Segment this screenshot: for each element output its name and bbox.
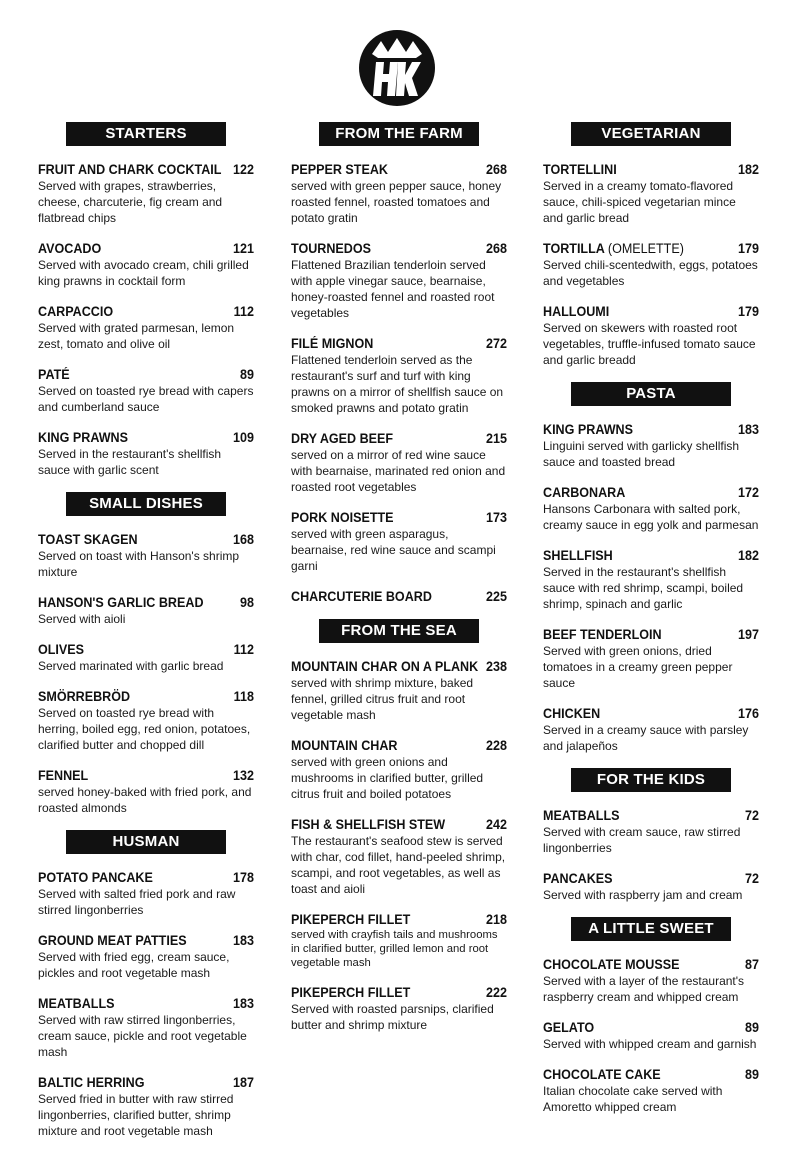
menu-item-name-wrap bbox=[543, 547, 613, 564]
menu-item-description: Served in the restaurant's shellfish sauce with garlic scent bbox=[38, 447, 222, 477]
section-title: FOR THE KIDS bbox=[571, 768, 731, 792]
menu-item-header bbox=[38, 995, 254, 1012]
menu-item-header bbox=[38, 531, 254, 548]
menu-item-description: Served with grapes, strawberries, cheese, charcuterie, fig cream and flatbread chips bbox=[38, 179, 223, 225]
menu-item-description: Served fried in butter with raw stirred lingonberries, clarified butter, shrimp mixture and root vegetable mash bbox=[38, 1092, 234, 1138]
menu-item-price: 172 bbox=[737, 485, 759, 500]
menu-item bbox=[38, 161, 254, 226]
menu-item bbox=[543, 705, 759, 754]
menu-item-description: Flattened Brazilian tenderloin served with apple vinegar sauce, bearnaise, honey-roasted fennel and roasted root vegetables bbox=[291, 258, 495, 320]
menu-item bbox=[291, 430, 507, 495]
menu-column-middle bbox=[291, 122, 507, 1047]
menu-item-name: CHOCOLATE CAKE bbox=[543, 1067, 661, 1082]
menu-item-header bbox=[543, 626, 759, 643]
menu-item bbox=[543, 1066, 759, 1115]
menu-item-header bbox=[543, 1019, 759, 1036]
menu-item-description: Served with avocado cream, chili grilled king prawns in cocktail form bbox=[38, 258, 249, 288]
menu-item-price: 183 bbox=[232, 996, 254, 1011]
menu-item-description: Served on toast with Hanson's shrimp mixture bbox=[38, 549, 240, 579]
menu-item-price: 182 bbox=[737, 548, 759, 563]
menu-item-name-wrap bbox=[291, 658, 478, 675]
menu-item-price: 228 bbox=[485, 738, 507, 753]
menu-section bbox=[38, 492, 254, 816]
menu-item-price: 176 bbox=[737, 706, 759, 721]
menu-item bbox=[543, 421, 759, 470]
menu-item-header bbox=[38, 688, 254, 705]
menu-item-description: Served with cream sauce, raw stirred lingonberries bbox=[543, 825, 741, 855]
menu-item-header bbox=[291, 588, 507, 605]
menu-item-header bbox=[543, 956, 759, 973]
menu-item-name: PIKEPERCH FILLET bbox=[291, 912, 411, 927]
menu-item bbox=[38, 641, 254, 674]
menu-item-name-wrap bbox=[543, 303, 609, 320]
section-title: FROM THE FARM bbox=[319, 122, 479, 146]
menu-item-name-wrap bbox=[543, 870, 613, 887]
menu-item-name-wrap bbox=[291, 509, 394, 526]
menu-item-header bbox=[38, 303, 254, 320]
menu-item-name-wrap bbox=[38, 594, 204, 611]
menu-item-name-wrap bbox=[291, 737, 397, 754]
menu-item-name-wrap bbox=[291, 335, 373, 352]
menu-item bbox=[291, 737, 507, 802]
menu-item-description: Italian chocolate cake served with Amoretto whipped cream bbox=[543, 1084, 723, 1114]
section-title: HUSMAN bbox=[66, 830, 226, 854]
menu-item-name: AVOCADO bbox=[38, 241, 102, 256]
menu-item-name-wrap bbox=[38, 995, 114, 1012]
menu-item-name: FISH & SHELLFISH STEW bbox=[291, 817, 446, 832]
menu-item-name: CHARCUTERIE BOARD bbox=[291, 589, 432, 604]
menu-item-name: PEPPER STEAK bbox=[291, 162, 388, 177]
menu-item-header bbox=[543, 547, 759, 564]
menu-item-header bbox=[38, 641, 254, 658]
menu-item-description: served on a mirror of red wine sauce with bearnaise, marinated red onion and roasted root vegetables bbox=[291, 448, 506, 494]
menu-item-name: FRUIT AND CHARK COCKTAIL bbox=[38, 162, 222, 177]
menu-item-name-wrap bbox=[38, 531, 138, 548]
menu-item-name: PANCAKES bbox=[543, 871, 613, 886]
menu-item-name-wrap bbox=[543, 161, 617, 178]
menu-item-description: The restaurant's seafood stew is served with char, cod fillet, hand-peeled shrimp, scampi, and root vegetables, as well as toast and aioli bbox=[291, 834, 506, 896]
menu-item-name: DRY AGED BEEF bbox=[291, 431, 394, 446]
menu-column-left bbox=[38, 122, 254, 1153]
menu-item-price: 179 bbox=[737, 304, 759, 319]
menu-item-name: HALLOUMI bbox=[543, 304, 610, 319]
menu-item bbox=[38, 366, 254, 415]
menu-item bbox=[543, 240, 759, 289]
menu-item-price: 225 bbox=[485, 589, 507, 604]
menu-item-price: 179 bbox=[737, 241, 759, 256]
menu-item-description: Served with whipped cream and garnish bbox=[543, 1037, 757, 1051]
menu-item-header bbox=[291, 161, 507, 178]
menu-item-name: TORTELLINI bbox=[543, 162, 617, 177]
menu-item-description: Served in a creamy sauce with parsley and jalapeños bbox=[543, 723, 749, 753]
menu-item-description: Served with salted fried pork and raw stirred lingonberries bbox=[38, 887, 236, 917]
menu-item-name-wrap bbox=[38, 641, 84, 658]
menu-item bbox=[291, 588, 507, 605]
menu-item-name: GROUND MEAT PATTIES bbox=[38, 933, 187, 948]
menu-item-name-wrap bbox=[291, 984, 410, 1001]
menu-section bbox=[543, 917, 759, 1115]
menu-item-price: 109 bbox=[232, 430, 254, 445]
menu-item-description: Served in a creamy tomato-flavored sauce, chili-spiced vegetarian mince and garlic bread bbox=[543, 179, 736, 225]
menu-item-description: Served on toasted rye bread with capers and cumberland sauce bbox=[38, 384, 254, 414]
menu-item-price: 118 bbox=[233, 689, 254, 704]
menu-item-name: CARPACCIO bbox=[38, 304, 114, 319]
menu-item bbox=[543, 956, 759, 1005]
menu-item-name: OLIVES bbox=[38, 642, 85, 657]
menu-item-description: served with shrimp mixture, baked fennel, grilled citrus fruit and root vegetable mash bbox=[291, 676, 474, 722]
menu-item-header bbox=[38, 366, 254, 383]
menu-item bbox=[291, 658, 507, 723]
menu-item-name-wrap bbox=[38, 161, 221, 178]
menu-item-name-wrap bbox=[38, 869, 153, 886]
menu-item-name-wrap bbox=[291, 588, 432, 605]
menu-item bbox=[543, 303, 759, 368]
menu-item-description: served with green pepper sauce, honey roasted fennel, roasted tomatoes and potato gratin bbox=[291, 179, 502, 225]
menu-item-price: 242 bbox=[485, 817, 507, 832]
menu-item bbox=[291, 240, 507, 321]
menu-item-name-wrap bbox=[291, 911, 410, 928]
menu-item-description: Served with grated parmesan, lemon zest, tomato and olive oil bbox=[38, 321, 235, 351]
menu-item bbox=[38, 531, 254, 580]
menu-item-price: 168 bbox=[232, 532, 254, 547]
menu-item-description: served honey-baked with fried pork, and roasted almonds bbox=[38, 785, 252, 815]
menu-item-price: 98 bbox=[239, 595, 254, 610]
menu-item-header bbox=[291, 737, 507, 754]
menu-item-header bbox=[38, 161, 254, 178]
menu-item-header bbox=[291, 430, 507, 447]
menu-item-name: PATÉ bbox=[38, 367, 70, 382]
menu-item-name: KING PRAWNS bbox=[543, 422, 633, 437]
menu-item-description: Flattened tenderloin served as the restaurant's surf and turf with king prawns on a mirror of shellfish sauce on smoked prawns and potato gratin bbox=[291, 353, 504, 415]
menu-item-price: 197 bbox=[737, 627, 759, 642]
menu-item-name-wrap bbox=[543, 807, 619, 824]
menu-item-header bbox=[38, 240, 254, 257]
menu-item-price: 222 bbox=[485, 985, 507, 1000]
menu-column-right bbox=[543, 122, 759, 1129]
menu-item-name-wrap bbox=[38, 240, 101, 257]
menu-item-price: 183 bbox=[232, 933, 254, 948]
menu-item-name: FENNEL bbox=[38, 768, 89, 783]
menu-item-price: 178 bbox=[232, 870, 254, 885]
menu-section bbox=[543, 768, 759, 903]
menu-item-name: POTATO PANCAKE bbox=[38, 870, 153, 885]
restaurant-logo bbox=[359, 30, 435, 106]
menu-item-name-wrap bbox=[543, 626, 662, 643]
menu-item-description: served with green asparagus, bearnaise, red wine sauce and scampi garni bbox=[291, 527, 496, 573]
menu-item-name: GELATO bbox=[543, 1020, 595, 1035]
menu-item-description: served with green onions and mushrooms in clarified butter, grilled citrus fruit and boiled potatoes bbox=[291, 755, 484, 801]
menu-item-name: PORK NOISETTE bbox=[291, 510, 394, 525]
menu-item-description: Served chili-scentedwith, eggs, potatoes and vegetables bbox=[543, 258, 758, 288]
menu-item-name: BEEF TENDERLOIN bbox=[543, 627, 662, 642]
menu-item-name-wrap bbox=[543, 956, 679, 973]
menu-item-header bbox=[38, 932, 254, 949]
menu-section bbox=[291, 619, 507, 1033]
menu-item-name-wrap bbox=[38, 767, 88, 784]
menu-item-header bbox=[38, 869, 254, 886]
menu-item-header bbox=[38, 767, 254, 784]
section-title: SMALL DISHES bbox=[66, 492, 226, 516]
section-title: STARTERS bbox=[66, 122, 226, 146]
menu-item-name: TORTILLA bbox=[543, 241, 605, 256]
menu-item-name: MOUNTAIN CHAR ON A PLANK bbox=[291, 659, 479, 674]
menu-item-name: FILÉ MIGNON bbox=[291, 336, 374, 351]
section-title: FROM THE SEA bbox=[319, 619, 479, 643]
menu-item bbox=[38, 303, 254, 352]
menu-item-name-wrap bbox=[543, 484, 625, 501]
menu-item-header bbox=[291, 984, 507, 1001]
section-title: A LITTLE SWEET bbox=[571, 917, 731, 941]
menu-item-name-wrap bbox=[291, 240, 371, 257]
menu-item-header bbox=[291, 240, 507, 257]
menu-item bbox=[543, 547, 759, 612]
menu-item-name-wrap bbox=[291, 430, 393, 447]
menu-item-name-wrap bbox=[38, 303, 113, 320]
menu-item-price: 72 bbox=[744, 808, 759, 823]
menu-item-description: Served marinated with garlic bread bbox=[38, 659, 224, 673]
menu-item bbox=[291, 816, 507, 897]
menu-item-header bbox=[543, 1066, 759, 1083]
menu-item-header bbox=[38, 594, 254, 611]
menu-item-header bbox=[291, 509, 507, 526]
menu-item bbox=[291, 911, 507, 970]
menu-item bbox=[291, 335, 507, 416]
menu-item bbox=[543, 870, 759, 903]
menu-item-price: 112 bbox=[233, 304, 254, 319]
menu-item-price: 182 bbox=[737, 162, 759, 177]
menu-item-name-wrap bbox=[543, 705, 600, 722]
menu-item bbox=[291, 509, 507, 574]
menu-item-description: Served with raspberry jam and cream bbox=[543, 888, 743, 902]
menu-item-name: SHELLFISH bbox=[543, 548, 613, 563]
menu-item bbox=[38, 594, 254, 627]
menu-item-name-wrap bbox=[543, 240, 684, 257]
menu-item-header bbox=[543, 807, 759, 824]
menu-item-name: CHICKEN bbox=[543, 706, 601, 721]
menu-item-header bbox=[291, 816, 507, 833]
menu-item-name: PIKEPERCH FILLET bbox=[291, 985, 411, 1000]
menu-item-price: 215 bbox=[485, 431, 507, 446]
menu-item-name-wrap bbox=[291, 816, 445, 833]
menu-item bbox=[543, 807, 759, 856]
menu-item bbox=[291, 984, 507, 1033]
menu-item-description: Served on skewers with roasted root vegetables, truffle-infused tomato sauce and garlic breadd bbox=[543, 321, 756, 367]
menu-item-name: HANSON'S GARLIC BREAD bbox=[38, 595, 204, 610]
menu-item-header bbox=[291, 658, 507, 675]
menu-item bbox=[38, 869, 254, 918]
menu-item-header bbox=[543, 870, 759, 887]
menu-item bbox=[38, 429, 254, 478]
menu-section bbox=[543, 382, 759, 754]
menu-item bbox=[38, 1074, 254, 1139]
menu-item-header bbox=[291, 911, 507, 928]
menu-item-price: 272 bbox=[485, 336, 507, 351]
menu-item-name-wrap bbox=[543, 1019, 594, 1036]
menu-item-price: 122 bbox=[232, 162, 254, 177]
menu-item-price: 121 bbox=[232, 241, 254, 256]
menu-item bbox=[543, 626, 759, 691]
menu-item-name: KING PRAWNS bbox=[38, 430, 128, 445]
menu-item-description: Served with fried egg, cream sauce, pickles and root vegetable mash bbox=[38, 950, 230, 980]
menu-item-name: TOURNEDOS bbox=[291, 241, 371, 256]
menu-item-price: 89 bbox=[744, 1067, 759, 1082]
menu-item-price: 187 bbox=[232, 1075, 254, 1090]
menu-item-price: 268 bbox=[485, 241, 507, 256]
menu-item bbox=[38, 995, 254, 1060]
menu-item-name: MOUNTAIN CHAR bbox=[291, 738, 398, 753]
menu-item-description: Served with a layer of the restaurant's raspberry cream and whipped cream bbox=[543, 974, 745, 1004]
menu-item-name: BALTIC HERRING bbox=[38, 1075, 145, 1090]
menu-item-price: 173 bbox=[485, 510, 507, 525]
section-title: PASTA bbox=[571, 382, 731, 406]
menu-item-header bbox=[543, 303, 759, 320]
menu-item-description: Hansons Carbonara with salted pork, creamy sauce in egg yolk and parmesan bbox=[543, 502, 759, 532]
menu-item-name-wrap bbox=[543, 1066, 661, 1083]
menu-item-price: 89 bbox=[744, 1020, 759, 1035]
menu-item-header bbox=[38, 1074, 254, 1091]
menu-item-name: CHOCOLATE MOUSSE bbox=[543, 957, 680, 972]
menu-item-header bbox=[543, 161, 759, 178]
menu-section bbox=[291, 122, 507, 605]
menu-item-name-wrap bbox=[38, 1074, 144, 1091]
menu-item-price: 218 bbox=[485, 912, 507, 927]
menu-item-name-wrap bbox=[38, 366, 70, 383]
menu-item-description: Linguini served with garlicky shellfish sauce and toasted bread bbox=[543, 439, 740, 469]
menu-item-price: 238 bbox=[485, 659, 507, 674]
menu-section bbox=[38, 122, 254, 478]
menu-item bbox=[543, 484, 759, 533]
menu-item-name-wrap bbox=[38, 429, 128, 446]
menu-item-header bbox=[291, 335, 507, 352]
menu-item-price: 87 bbox=[744, 957, 759, 972]
menu-section bbox=[38, 830, 254, 1139]
menu-item-header bbox=[543, 705, 759, 722]
menu-item-name-wrap bbox=[38, 932, 187, 949]
menu-item bbox=[543, 161, 759, 226]
menu-item bbox=[38, 932, 254, 981]
menu-item bbox=[38, 240, 254, 289]
section-title: VEGETARIAN bbox=[571, 122, 731, 146]
menu-item-header bbox=[543, 484, 759, 501]
menu-item-name: MEATBALLS bbox=[543, 808, 620, 823]
menu-item-price: 72 bbox=[744, 871, 759, 886]
menu-item-price: 112 bbox=[233, 642, 254, 657]
menu-item-name: CARBONARA bbox=[543, 485, 626, 500]
menu-item-description: Served with aioli bbox=[38, 612, 126, 626]
menu-item-description: served with crayfish tails and mushrooms in clarified butter, grilled lemon and root vegetable mash bbox=[291, 929, 498, 969]
menu-item-price: 268 bbox=[485, 162, 507, 177]
menu-item-description: Served with green onions, dried tomatoes in a creamy green pepper sauce bbox=[543, 644, 733, 690]
menu-item-price: 89 bbox=[239, 367, 254, 382]
menu-item-name-wrap bbox=[38, 688, 130, 705]
menu-item-description: Served with raw stirred lingonberries, cream sauce, pickle and root vegetable mash bbox=[38, 1013, 247, 1059]
menu-item bbox=[38, 688, 254, 753]
menu-item-name-wrap bbox=[291, 161, 388, 178]
menu-item-name-wrap bbox=[543, 421, 633, 438]
menu-item bbox=[38, 767, 254, 816]
menu-item-name: TOAST SKAGEN bbox=[38, 532, 138, 547]
crown-icon bbox=[359, 30, 435, 106]
menu-item bbox=[543, 1019, 759, 1052]
menu-section bbox=[543, 122, 759, 368]
menu-item-description: Served with roasted parsnips, clarified butter and shrimp mixture bbox=[291, 1002, 494, 1032]
menu-item-name: MEATBALLS bbox=[38, 996, 115, 1011]
menu-item-price: 183 bbox=[737, 422, 759, 437]
menu-item-price: 132 bbox=[232, 768, 254, 783]
menu-item-name-suffix: (OMELETTE) bbox=[607, 241, 684, 256]
menu-item-header bbox=[38, 429, 254, 446]
menu-item-name: SMÖRREBRÖD bbox=[38, 689, 131, 704]
menu-item-description: Served in the restaurant's shellfish sauce with red shrimp, scampi, boiled shrimp, spinach and garlic bbox=[543, 565, 744, 611]
menu-item-header bbox=[543, 421, 759, 438]
menu-item bbox=[291, 161, 507, 226]
menu-item-description: Served on toasted rye bread with herring, boiled egg, red onion, potatoes, clarified butter and chopped dill bbox=[38, 706, 251, 752]
menu-item-header bbox=[543, 240, 759, 257]
